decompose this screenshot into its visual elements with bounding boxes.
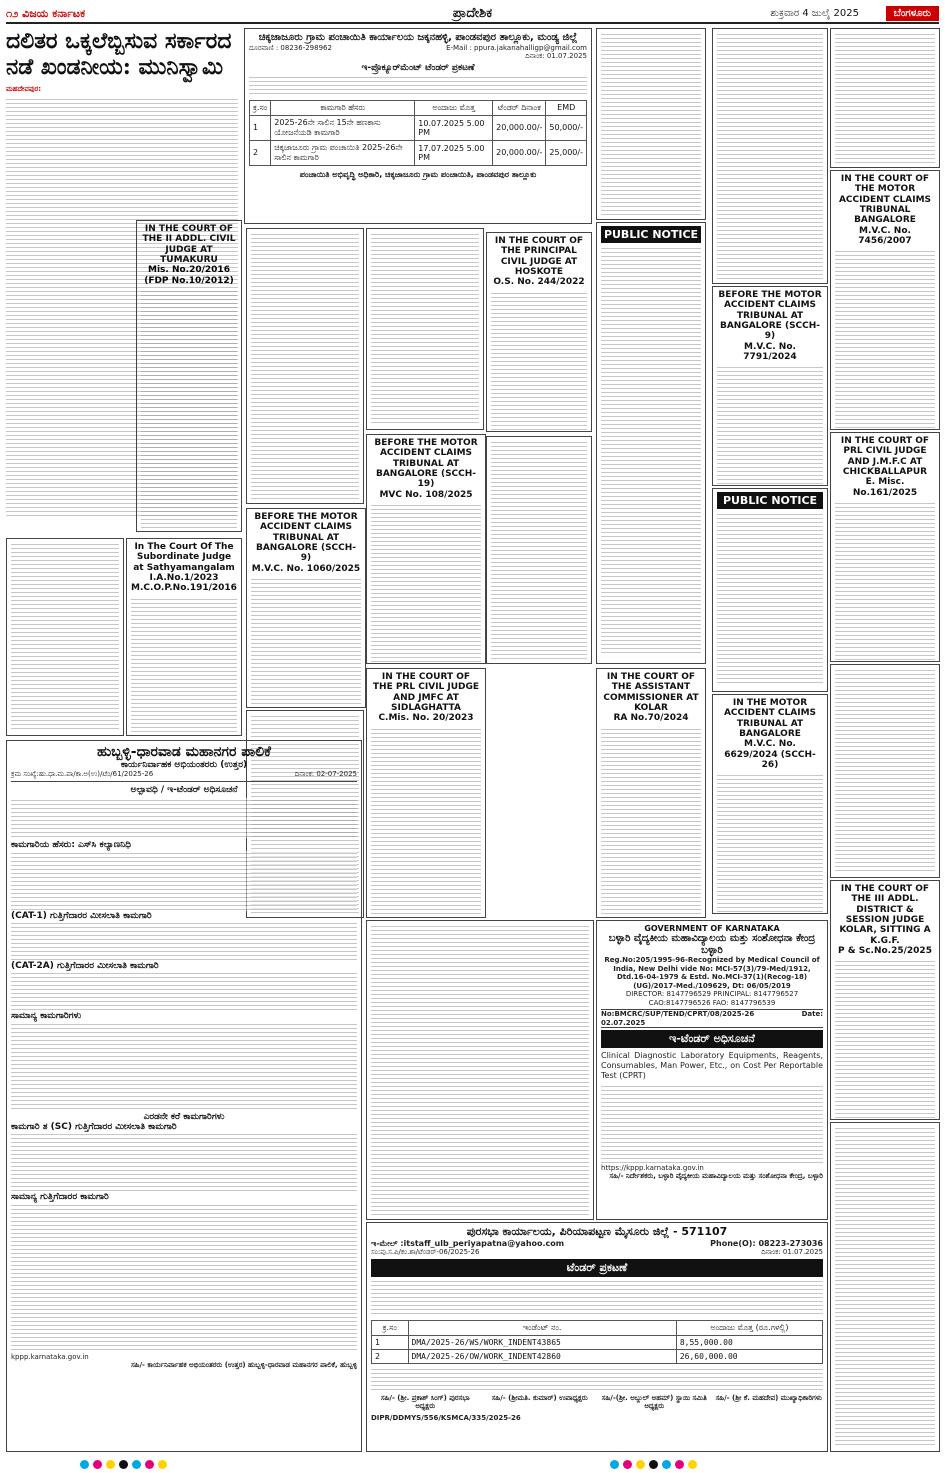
tender-phone: Phone(O): 08223-273036 xyxy=(710,1238,823,1248)
kannada-notice xyxy=(596,222,706,664)
tender-periyapatna xyxy=(366,1222,828,1452)
court-notice: IN THE COURT OF THE III ADDL. DISTRICT & SESSION JUDGE KOLAR, SITTING A K.G.F. P & Sc.No.25/2025 xyxy=(830,880,940,1120)
tender-title: ಹುಬ್ಬಳ್ಳಿ-ಧಾರವಾಡ ಮಹಾನಗರ ಪಾಲಿಕೆ xyxy=(97,744,271,760)
registration-dot xyxy=(119,1460,128,1469)
kannada-notice xyxy=(366,920,594,1220)
registration-dot xyxy=(145,1460,154,1469)
registration-dot xyxy=(649,1460,658,1469)
tender-ref: ಕ್ರಮ ಸಂಖ್ಯೆ:ಹು.ಧಾ.ಮ.ಪಾ/ಕಾ.ಅ(ಉ)/ಟೆಂ/61/2025-26 xyxy=(11,770,154,779)
tender-date: ದಿನಾಂಕ: 01.07.2025 xyxy=(761,1248,823,1257)
court-notice: IN THE COURT OF PRL CIVIL JUDGE AND J.M.F.C AT CHICKBALLAPUR E. Misc. No.161/2025 xyxy=(830,432,940,662)
lead-headline: ದಲಿತರ ಒಕ್ಕಲೆಬ್ಬಿಸುವ ಸರ್ಕಾರದ ನಡೆ ಖಂಡನೀಯ: ಮುನಿಸ್ವಾಮಿ xyxy=(6,28,232,81)
registration-dot xyxy=(158,1460,167,1469)
court-notice: IN THE COURT OF THE PRINCIPAL CIVIL JUDGE AT HOSKOTE O.S. No. 244/2022 xyxy=(486,232,592,432)
tender-website: https://kppp.karnataka.gov.in xyxy=(601,1163,704,1172)
court-notice: IN THE COURT OF THE II ADDL. CIVIL JUDGE AT TUMAKURU Mis. No.20/2016 (FDP No.10/2012) xyxy=(136,220,242,532)
court-notice: IN THE COURT OF THE PRL CIVIL JUDGE AND JMFC AT SIDLAGHATTA C.Mis. No. 20/2023 xyxy=(366,668,486,918)
tender-footer: ಸಹಿ/- ನಿರ್ದೇಶಕರು, ಬಳ್ಳಾರಿ ವೈದ್ಯಕೀಯ ಮಹಾವಿದ್ಯಾಲಯ ಮತ್ತು ಸಂಶೋಧನಾ ಕೇಂದ್ರ, ಬಳ್ಳಾರಿ xyxy=(609,1172,823,1181)
page-number: ೧೨ ವಿಜಯ ಕರ್ನಾಟಕ xyxy=(6,7,86,20)
court-notice: IN THE MOTOR ACCIDENT CLAIMS TRIBUNAL AT BANGALORE M.V.C. No. 6629/2024 (SCCH-26) xyxy=(712,694,828,914)
section-title: ಪ್ರಾದೇಶಿಕ xyxy=(452,6,493,21)
kannada-notice xyxy=(596,28,706,220)
tender-title: ಬಳ್ಳಾರಿ ವೈದ್ಯಕೀಯ ಮಹಾವಿದ್ಯಾಲಯ ಮತ್ತು ಸಂಶೋಧನಾ ಕೇಂದ್ರ ಬಳ್ಳಾರಿ xyxy=(608,933,816,956)
tender-heading: ಇ-ಟೆಂಡರ್ ಅಧಿಸೂಚನೆ xyxy=(601,1030,823,1048)
table-row: 2 DMA/2025-26/OW/WORK_INDENT42860 26,60,000.00 xyxy=(372,1349,823,1363)
issue-date: ಶುಕ್ರವಾರ 4 ಜುಲೈ 2025 xyxy=(770,8,859,19)
tender-date: ದಿನಾಂಕ: 01.07.2025 xyxy=(525,52,587,61)
tender-footer: ಸಹಿ/- ಕಾರ್ಯನಿರ್ವಾಹಕ ಅಭಿಯಂತರರು (ಉತ್ತರ) ಹುಬ್ಬಳ್ಳಿ-ಧಾರವಾಡ ಮಹಾನಗರ ಪಾಲಿಕೆ, ಹುಬ್ಬಳ್ಳಿ xyxy=(130,1361,357,1370)
tender-title: ಪುರಸಭಾ ಕಾರ್ಯಾಲಯ, ಪಿರಿಯಾಪಟ್ಟಣ ಮೈಸೂರು ಜಿಲ್ಲೆ - 571107 xyxy=(466,1225,728,1238)
tender-ref: ಸಂ:ಪು.ಸ.ಪಿ/ಕಂ.ಶಾ/ಟೆಂಡರ್-06/2025-26 xyxy=(371,1248,480,1257)
registration-dot xyxy=(662,1460,671,1469)
tender-website: kppp.karnataka.gov.in xyxy=(11,1352,89,1361)
edition-city: ಬೆಂಗಳೂರು xyxy=(886,6,939,21)
registration-dot xyxy=(80,1460,89,1469)
registration-dot xyxy=(93,1460,102,1469)
registration-dot xyxy=(610,1460,619,1469)
kannada-notice xyxy=(712,488,828,692)
lead-dateline: ಮಹದೇವಪುರ: xyxy=(6,84,42,93)
public-notice-label: PUBLIC NOTICE xyxy=(601,226,701,243)
kannada-notice xyxy=(830,664,940,878)
tender-table: ಕ್ರ.ಸಂ ಕಾಮಗಾರಿ ಹೆಸರು ಅಂದಾಜು ಮೊತ್ತ ಟೆಂಡರ್ ದಿನಾಂಕ EMD 1 2025-26ನೇ ಸಾಲಿನ 15ನೇ ಹಣಕಾಸು ಯೋಜನೆಯಡಿ ಕಾಮಗಾರಿ 10.07.2025 5.00 PM 20,000.00/- 50,000/- 2 ಚಿಕ್ಕಜಾಜೂರು ಗ್ರಾಮ ಪಂಚಾಯಿತಿ 2025-26ನೇ ಸಾಲಿನ ಕಾಮಗಾರಿ 17.07.2025 5.00 PM 20,000.00/- 25,000/- xyxy=(249,100,587,166)
registration-dot xyxy=(132,1460,141,1469)
tender-footer: ಪಂಚಾಯಿತಿ ಅಭಿವೃದ್ಧಿ ಅಧಿಕಾರಿ, ಚಿಕ್ಕಜಾಜೂರು ಗ್ರಾಮ ಪಂಚಾಯಿತಿ, ಪಾಂಡವಪುರ ತಾಲ್ಲೂಕು xyxy=(299,169,537,179)
tender-title: ಚಿಕ್ಕಜಾಜೂರು ಗ್ರಾಮ ಪಂಚಾಯಿತಿ ಕಾರ್ಯಾಲಯ ಜಕ್ಕನಹಳ್ಳಿ, ಪಾಂಡವಪುರ ತಾಲ್ಲೂಕು, ಮಂಡ್ಯ ಜಿಲ್ಲೆ xyxy=(258,32,578,43)
registration-dot xyxy=(106,1460,115,1469)
tender-table: ಕ್ರ.ಸಂ ಇಂಡೆಂಟ್ ನಂ. ಅಂದಾಜು ಮೊತ್ತ (ರೂ.ಗಳಲ್ಲಿ) 1 DMA/2025-26/WS/WORK_INDENT43865 8,55,000.00 2 DMA/2025-26/OW/WORK_INDENT42860 26,60,000.00 xyxy=(371,1320,823,1364)
kannada-notice xyxy=(712,28,828,284)
public-notice-label: PUBLIC NOTICE xyxy=(717,492,823,509)
kannada-notice xyxy=(830,1122,940,1452)
registration-marks xyxy=(80,1460,167,1469)
registration-dot xyxy=(636,1460,645,1469)
table-row: 2 ಚಿಕ್ಕಜಾಜೂರು ಗ್ರಾಮ ಪಂಚಾಯಿತಿ 2025-26ನೇ ಸಾಲಿನ ಕಾಮಗಾರಿ 17.07.2025 5.00 PM 20,000.00/- 25,000/- xyxy=(250,140,587,165)
tender-ballari: GOVERNMENT OF KARNATAKA ಬಳ್ಳಾರಿ ವೈದ್ಯಕೀಯ ಮಹಾವಿದ್ಯಾಲಯ ಮತ್ತು ಸಂಶೋಧನಾ ಕೇಂದ್ರ ಬಳ್ಳಾರಿ Reg.No:205/1995-96-Recognized by Medical Council of India, New Delhi vide No: MCI-57(3)/79-Med/1912, Dtd.16-04-1979 & Estd. No.MCI-37(1)(Recog-18)(UG)/2017-Med./109629, Dt: 06/05/2019 DIRECTOR: 8147796529 PRINCIPAL: 8147796527 CAO:8147796526 FAO: 8147796539 No:BMCRC/SUP/TEND/CPRT/08/2025-26 Date: 02.07.2025 ಇ-ಟೆಂಡರ್ ಅಧಿಸೂಚನೆ Clinical Diagnostic Laboratory Equipments, Reagents, Consumables, Man Power, Etc., on Cost Per Reportable Test (CPRT) https://kppp.karnataka.gov.in ಸಹಿ/- ನಿರ್ದೇಶಕರು, ಬಳ್ಳಾರಿ ವೈದ್ಯಕೀಯ ಮಹಾವಿದ್ಯಾಲಯ ಮತ್ತು ಸಂಶೋಧನಾ ಕೇಂದ್ರ, ಬಳ್ಳಾರಿ xyxy=(596,920,828,1220)
tender-chikkajajur xyxy=(244,28,592,224)
registration-dot xyxy=(688,1460,697,1469)
tender-subtitle: ಕಾರ್ಯನಿರ್ವಾಹಕ ಅಭಿಯಂತರರು (ಉತ್ತರ) xyxy=(120,760,248,771)
court-notice: BEFORE THE MOTOR ACCIDENT CLAIMS TRIBUNAL AT BANGALORE (SCCH-9) M.V.C. No. 1060/2025 xyxy=(246,508,366,708)
signatories: ಸಹಿ/- (ಶ್ರೀ. ಪ್ರಕಾಶ್ ಸಿಂಗ್) ಪುರಸಭಾ ಅಧ್ಯಕ್ಷರು ಸಹಿ/- (ಶ್ರೀಮತಿ. ಕುಮಾರ್) ಉಪಾಧ್ಯಕ್ಷರು ಸಹಿ/-(ಶ್ರೀ. ಅಬ್ದುಲ್ ಅಹಮ್) ಸ್ಥಾಯಿ ಸಮಿತಿ ಅಧ್ಯಕ್ಷರು ಸಹಿ/- (ಶ್ರೀ ಕೆ. ಮಹದೇವ) ಮುಖ್ಯಾಧಿಕಾರಿಗಳು xyxy=(380,1393,822,1411)
court-notice: IN THE COURT OF THE ASSISTANT COMMISSIONER AT KOLAR RA No.70/2024 xyxy=(596,668,706,918)
govt-label: GOVERNMENT OF KARNATAKA xyxy=(644,924,780,933)
tender-subtitle: ಇ-ಪ್ರೊಕ್ಯೂರ್‌ಮೆಂಟ್ ಟೆಂಡರ್ ಪ್ರಕಟಣೆ xyxy=(361,62,475,73)
tender-date: ದಿನಾಂಕ: 02-07-2025 xyxy=(294,770,357,779)
table-row: 1 2025-26ನೇ ಸಾಲಿನ 15ನೇ ಹಣಕಾಸು ಯೋಜನೆಯಡಿ ಕಾಮಗಾರಿ 10.07.2025 5.00 PM 20,000.00/- 50,000/- xyxy=(250,115,587,140)
tender-phone: ದೂರವಾಣಿ : 08236-298962 xyxy=(249,43,332,52)
tender-email: ಇ-ಮೇಲ್ :itstaff_ulb_periyapatna@yahoo.com xyxy=(371,1238,565,1248)
kannada-notice xyxy=(366,228,484,430)
tender-heading: ಅಲ್ಪಾವಧಿ / ಇ-ಟೆಂಡರ್ ಅಧಿಸೂಚನೆ xyxy=(130,784,238,795)
kannada-notice xyxy=(830,28,940,168)
kannada-notice xyxy=(486,436,592,664)
registration-dot xyxy=(623,1460,632,1469)
court-notice: In The Court Of The Subordinate Judge at Sathyamangalam I.A.No.1/2023 M.C.O.P.No.191/2016 xyxy=(126,538,242,736)
masthead xyxy=(6,6,939,24)
table-row: 1 DMA/2025-26/WS/WORK_INDENT43865 8,55,000.00 xyxy=(372,1335,823,1349)
dipr-code: DIPR/DDMYS/556/KSMCA/335/2025-26 xyxy=(371,1413,521,1422)
registration-marks xyxy=(610,1460,697,1469)
kannada-notice xyxy=(246,228,364,504)
court-notice: BEFORE THE MOTOR ACCIDENT CLAIMS TRIBUNAL AT BANGALORE (SCCH-9) M.V.C. No. 7791/2024 xyxy=(712,286,828,486)
tender-hubballi-dharwad: ಹುಬ್ಬಳ್ಳಿ-ಧಾರವಾಡ ಮಹಾನಗರ ಪಾಲಿಕೆ ಕಾರ್ಯನಿರ್ವಾಹಕ ಅಭಿಯಂತರರು (ಉತ್ತರ) ಕ್ರಮ ಸಂಖ್ಯೆ:ಹು.ಧಾ.ಮ.ಪಾ/ಕಾ.ಅ(ಉ)/ಟೆಂ/61/2025-26 ದಿನಾಂಕ: 02-07-2025 ಅಲ್ಪಾವಧಿ / ಇ-ಟೆಂಡರ್ ಅಧಿಸೂಚನೆ ಕಾಮಗಾರಿಯ ಹೆಸರು: ಎಸ್‌ಸಿ ಕಲ್ಯಾಣನಿಧಿ (CAT-1) ಗುತ್ತಿಗೆದಾರರ ಮೀಸಲಾತಿ ಕಾಮಗಾರಿ (CAT-2A) ಗುತ್ತಿಗೆದಾರರ ಮೀಸಲಾತಿ ಕಾಮಗಾರಿ ಸಾಮಾನ್ಯ ಕಾಮಗಾರಿಗಳು ಎರಡನೇ ಕರೆ ಕಾಮಗಾರಿಗಳು ಕಾಮಗಾರಿ ತ (SC) ಗುತ್ತಿಗೆದಾರರ ಮೀಸಲಾತಿ ಕಾಮಗಾರಿ ಸಾಮಾನ್ಯ ಗುತ್ತಿಗೆದಾರರ ಕಾಮಗಾರಿ kppp.karnataka.gov.in ಸಹಿ/- ಕಾರ್ಯನಿರ್ವಾಹಕ ಅಭಿಯಂತರರು (ಉತ್ತರ) ಹುಬ್ಬಳ್ಳಿ-ಧಾರವಾಡ ಮಹಾನಗರ ಪಾಲಿಕೆ, ಹುಬ್ಬಳ್ಳಿ xyxy=(6,740,362,1452)
kannada-notice xyxy=(6,538,124,736)
tender-heading: ಟೆಂಡರ್ ಪ್ರಕಟಣೆ xyxy=(371,1259,823,1277)
tender-email: E-Mail : ppura.jakanahalligp@gmail.com xyxy=(446,43,587,52)
court-notice: BEFORE THE MOTOR ACCIDENT CLAIMS TRIBUNAL AT BANGALORE (SCCH-19) MVC No. 108/2025 xyxy=(366,434,486,664)
court-notice: IN THE COURT OF THE MOTOR ACCIDENT CLAIMS TRIBUNAL BANGALORE M.V.C. No. 7456/2007 xyxy=(830,170,940,430)
registration-dot xyxy=(675,1460,684,1469)
